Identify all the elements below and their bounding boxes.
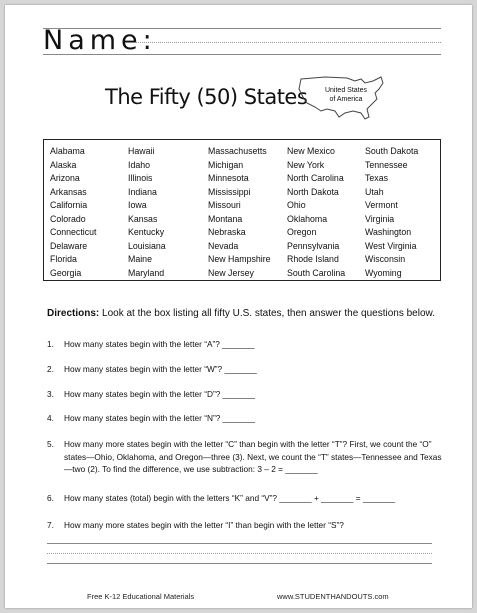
usa-map-icon [295, 71, 387, 123]
state-name: Connecticut [50, 227, 97, 237]
state-name: North Dakota [287, 186, 339, 197]
name-line-bottom [43, 54, 441, 55]
question-number: 4. [47, 413, 54, 423]
question-number: 7. [47, 520, 54, 530]
state-name: Illinois [128, 173, 153, 183]
question-6 [47, 492, 442, 505]
page-title: The Fifty (50) States [105, 85, 308, 109]
state-name: New Jersey [208, 267, 254, 278]
question-number: 6. [47, 493, 54, 503]
state-name: Iowa [128, 200, 147, 210]
question-5 [47, 438, 442, 476]
state-name: Alaska [50, 159, 77, 170]
answer-line [47, 543, 432, 544]
state-name: Michigan [208, 159, 244, 170]
state-name: North Carolina [287, 173, 344, 183]
name-label: Name: [43, 25, 157, 56]
state-name: Nevada [208, 240, 239, 251]
states-column-5 [365, 145, 418, 280]
state-name: Kansas [128, 213, 158, 224]
state-name: Oklahoma [287, 213, 328, 224]
states-column-4 [287, 145, 345, 280]
answer-line [47, 563, 432, 564]
states-column-2 [128, 145, 166, 280]
state-name: Indiana [128, 186, 157, 197]
question-2 [47, 363, 442, 376]
state-name: Texas [365, 173, 388, 183]
states-list-box [43, 139, 441, 281]
state-name: Vermont [365, 200, 398, 210]
name-field [43, 23, 443, 59]
state-name: Mississippi [208, 186, 251, 197]
state-name: Rhode Island [287, 254, 339, 264]
footer-left-text: Free K-12 Educational Materials [87, 592, 195, 601]
state-name: South Carolina [287, 267, 346, 278]
question-number: 2. [47, 364, 54, 374]
state-name: Arizona [50, 173, 80, 183]
footer-website: www.STUDENTHANDOUTS.com [277, 592, 389, 601]
state-name: Missouri [208, 200, 241, 210]
state-name: New York [287, 159, 325, 170]
answer-line-dotted [47, 553, 432, 554]
state-name: West Virginia [365, 240, 417, 251]
state-name: Pennsylvania [287, 240, 340, 251]
question-3 [47, 388, 442, 401]
name-line-mid [135, 42, 441, 43]
directions-text: Look at the box listing all fifty U.S. states, then answer the questions below. [99, 308, 435, 319]
state-name: Colorado [50, 213, 86, 224]
state-name: Utah [365, 186, 384, 197]
question-number: 1. [47, 339, 54, 349]
directions-label: Directions: [47, 308, 100, 319]
question-text: How many states begin with the letter “N”? _______ [64, 413, 255, 423]
question-number: 5. [47, 439, 54, 449]
state-name: Florida [50, 254, 77, 264]
worksheet-page [5, 5, 472, 608]
state-name: Idaho [128, 159, 151, 170]
name-line-top [43, 28, 441, 29]
state-name: Hawaii [128, 146, 155, 156]
state-name: New Hampshire [208, 254, 271, 264]
state-name: Louisiana [128, 240, 166, 251]
question-7 [47, 519, 442, 532]
state-name: Arkansas [50, 186, 87, 197]
question-text: How many states begin with the letter “W”? _______ [64, 364, 257, 374]
question-number: 3. [47, 389, 54, 399]
question-4 [47, 412, 442, 425]
state-name: Ohio [287, 200, 306, 210]
map-label-line1: United States [324, 87, 368, 94]
question-1 [47, 338, 442, 351]
state-name: Nebraska [208, 227, 246, 237]
question-text: How many more states begin with the letter “C” than begin with the letter “T”? First, we count the “O” states—Ohio, Oklahoma, and Oregon—three (3). Next, we count the “T” states—Tennessee and Texas—two (2). To find the difference, we use subtraction: 3 – 2 = _______ [64, 439, 442, 474]
state-name: Maine [128, 254, 152, 264]
state-name: Delaware [50, 240, 88, 251]
state-name: California [50, 200, 88, 210]
state-name: Minnesota [208, 173, 249, 183]
state-name: Wyoming [365, 267, 402, 278]
state-name: New Mexico [287, 146, 335, 156]
state-name: Georgia [50, 267, 82, 278]
state-name: Kentucky [128, 227, 165, 237]
state-name: South Dakota [365, 146, 419, 156]
state-name: Wisconsin [365, 254, 406, 264]
states-column-3 [208, 145, 271, 280]
directions [47, 308, 447, 319]
state-name: Tennessee [365, 159, 408, 170]
states-column-1 [50, 145, 96, 280]
question-text: How many more states begin with the letter “I” than begin with the letter “S”? [64, 520, 344, 530]
state-name: Washington [365, 227, 412, 237]
state-name: Virginia [365, 213, 395, 224]
question-text: How many states (total) begin with the letters “K” and “V”? _______ + _______ = _______ [64, 493, 396, 503]
map-label-line2: of America [329, 96, 363, 103]
question-text: How many states begin with the letter “A”? _______ [64, 339, 255, 349]
state-name: Montana [208, 213, 243, 224]
state-name: Oregon [287, 227, 317, 237]
question-text: How many states begin with the letter “D”? _______ [64, 389, 255, 399]
state-name: Maryland [128, 267, 165, 278]
state-name: Alabama [50, 146, 85, 156]
state-name: Massachusetts [208, 146, 267, 156]
